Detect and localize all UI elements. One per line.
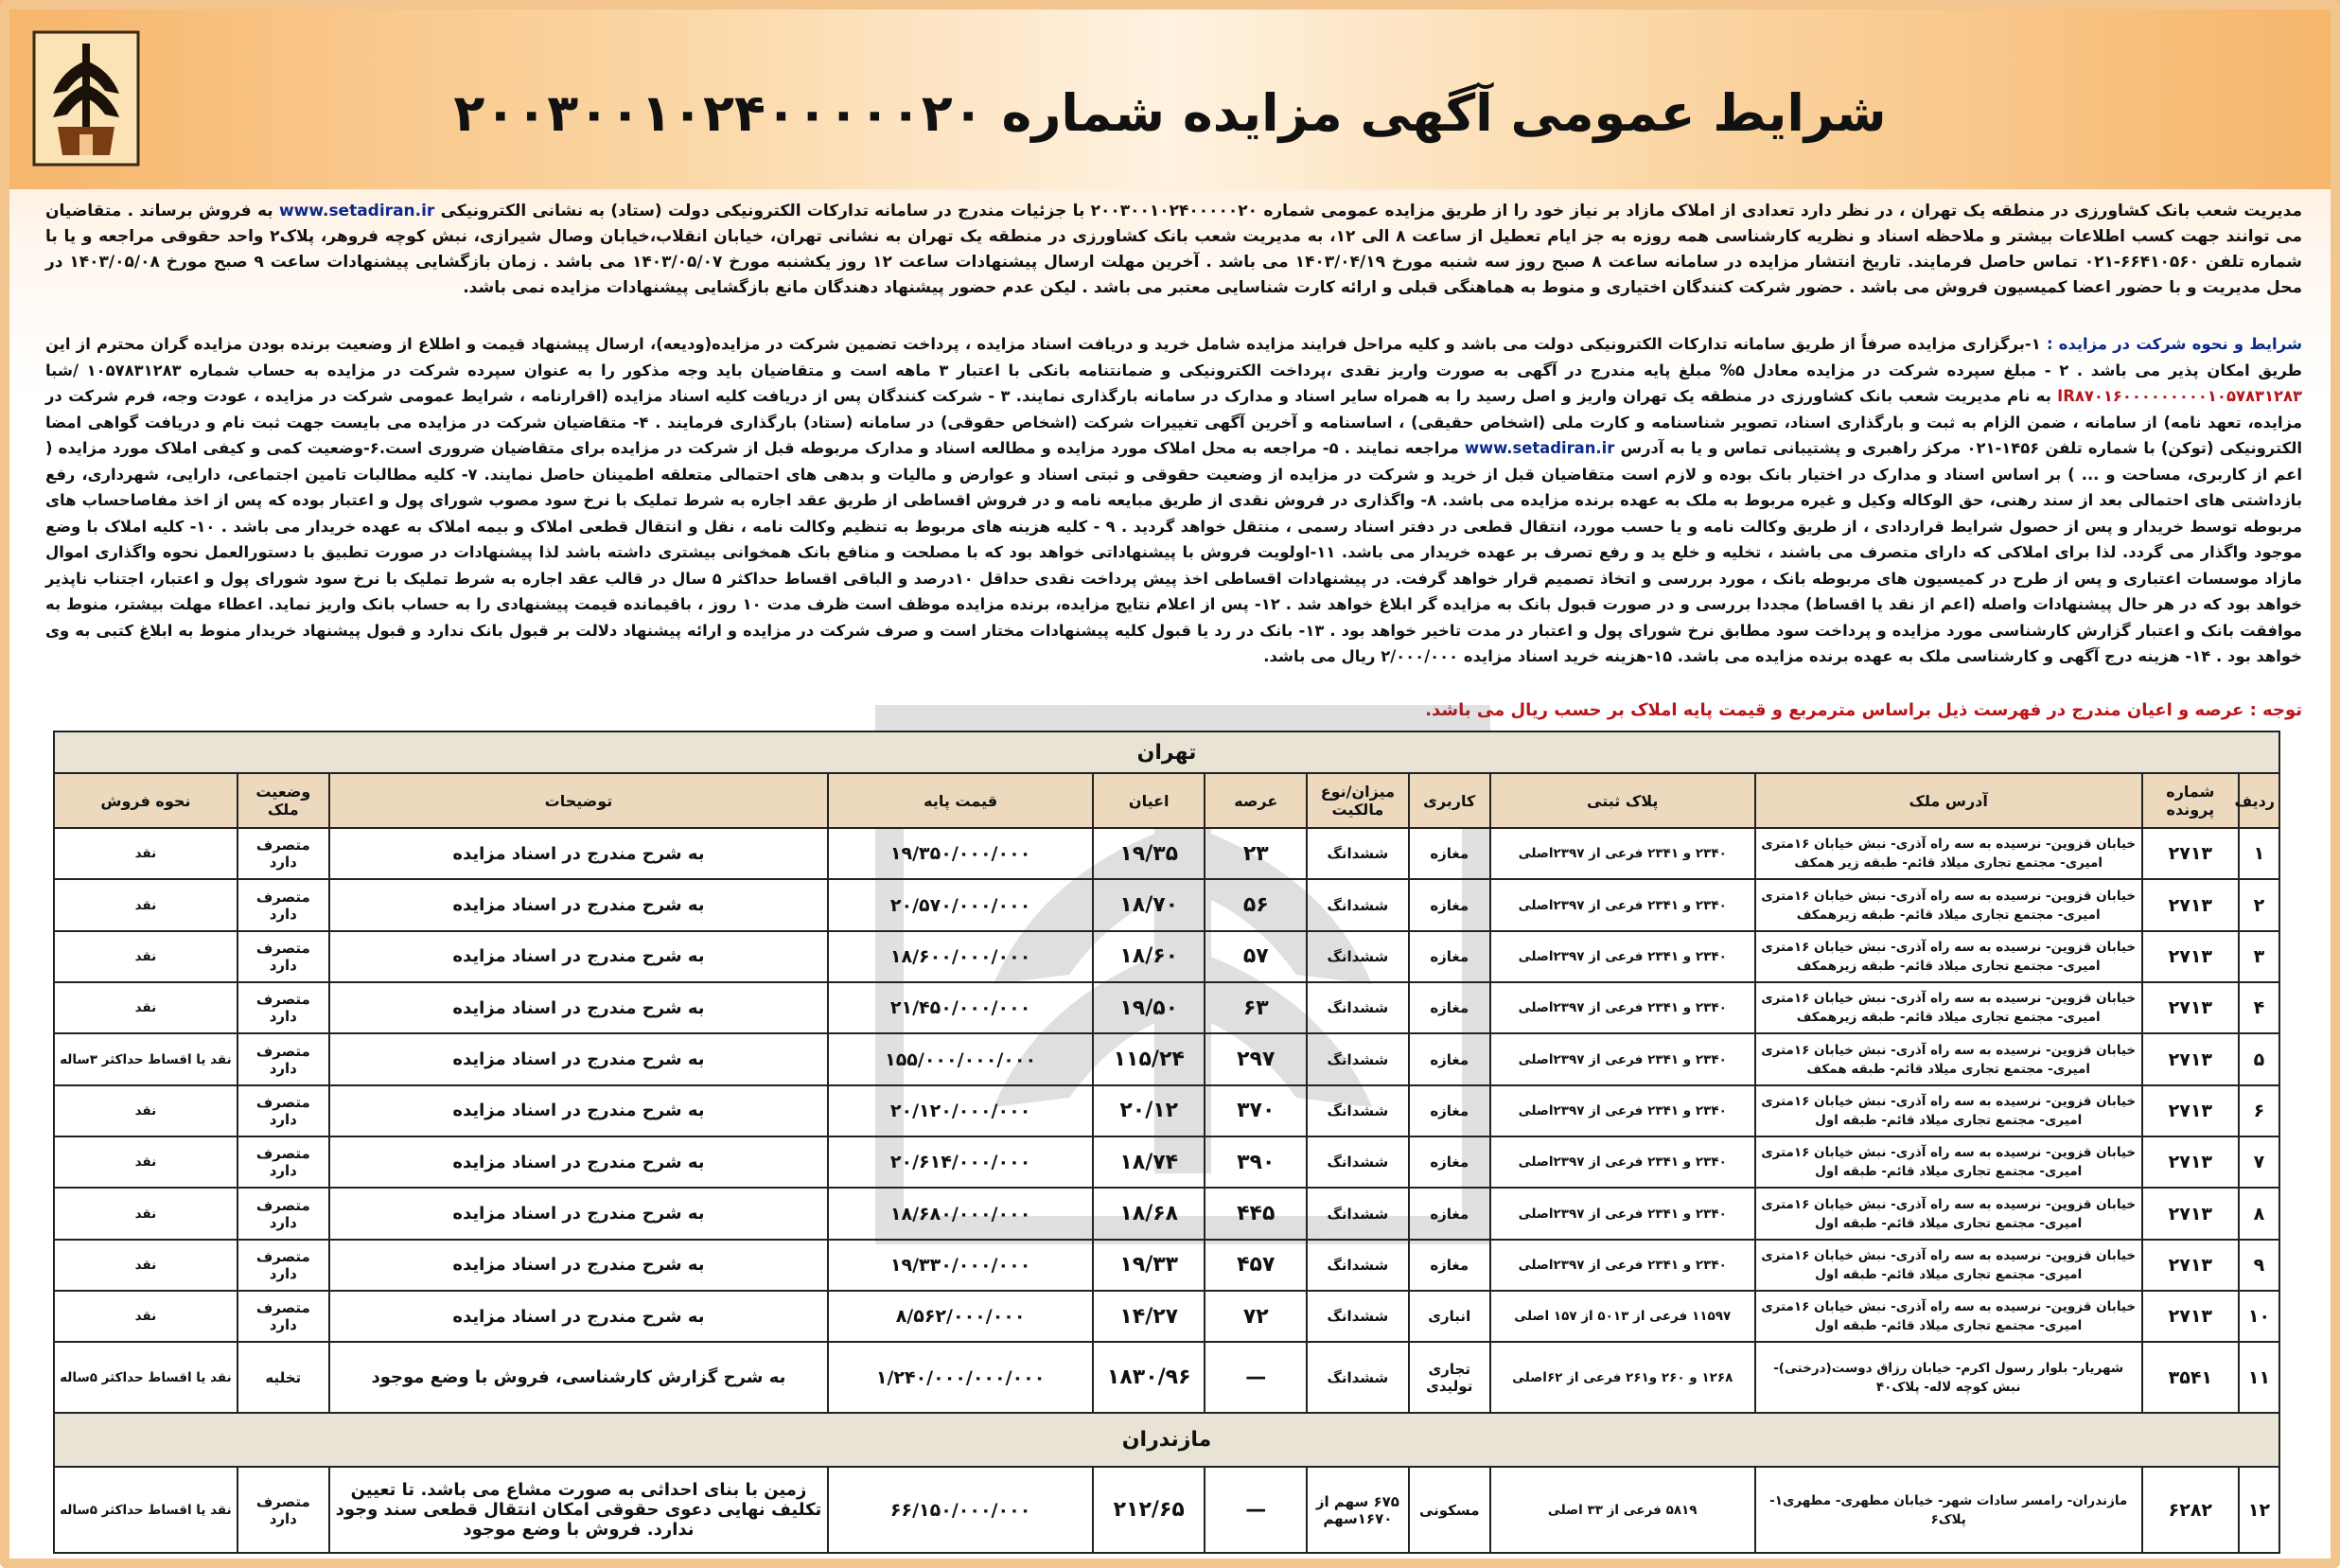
cell-file-number: ۲۷۱۳ [2142,1240,2239,1291]
conditions-text-3: مراجعه نمایند . ۵- مراجعه به محل املاک مورد مزایده و مطالعه اسناد و مدارک مربوطه قبل از شرکت در مزایده برای متقاضیان ضروری است.۶-وضعیت کمی و کیفی املاک مورد مزایده ( اعم از کاربری، مساحت و ... ) بر اساس اسناد و مدارک در اختیار بانک بوده و لازم است متقاضیان قبل از خرید و شرکت در مزایده از وضعیت حقوقی و ثبتی اسناد و عوارض و مالیات و بدهی های احتمالی متعلقه اطمینان حاصل نمایند. ۷- کلیه مطالبات تامین اجتماعی، دارایی، شهرداری، رفع بازداشتی های احتمالی بعد از سند رهنی، حق الوکاله وکیل و غیره مربوط به ملک به عهده برنده مزایده می باشد. ۸- واگذاری در فروش نقدی از طریق مبایعه نامه و در فروش اقساطی از طریق عقد اجاره به شرط تملیک با نرخ سود مصوب شورای پول و اعتبار بوده که پس از اخذ مفاصاحساب های مربوطه توسط خریدار و پس از حصول شرایط قراردادی ، از طریق وکالت نامه و یا حسب مورد، انتقال قطعی در دفتر اسناد رسمی ، منتقل خواهد گردید . ۹ - کلیه هزینه های مربوط به تنظیم وکالت نامه ، نقل و انتقال قطعی املاک و بیمه املاک به عهده خریدار می باشد . ۱۰- کلیه املاک با وضع موجود واگذار می گردد. لذا برای املاکی که دارای متصرف می باشند ، تخلیه و خلع ید و رفع تصرف بر عهده خریدار می باشد. ۱۱-اولویت فروش با پیشنهاداتی خواهد بود که با مصلحت و منافع بانک همخوانی بیشتری داشته باشد لذا پیشنهادات در صورت تطبیق با دستورالعمل نحوه واگذاری اموال مازاد موسسات اعتباری و پس از طرح در کمیسیون های مربوطه بانک ، مورد بررسی و اتخاذ تصمیم قرار خواهد گرفت. در پیشنهادات اقساطی اخذ پیش پرداخت نقدی حداقل ۱۰درصد و الباقی اقساط حداکثر ۵ سال در قالب عقد اجاره به شرط تملیک با نرخ سود شورای پول و اعتبار، اجتناب ناپذیر خواهد بود که در هر حال پیشنهادات واصله (اعم از نقد یا اقساط) مجددا بررسی و در صورت قبول بانک به مزایده گر ابلاغ خواهد شد . ۱۲- پس از اعلام نتایج مزایده، برنده مزایده موظف است ظرف مدت ۱۰ روز ، باقیمانده قیمت پیشنهادی را به حساب بانک واریز نماید. اعطاء مهلت بیشتر، منوط به موافقت بانک و اعتبار گزارش کارشناسی مورد مزایده و پرداخت سود مطابق نرخ شورای پول و اعتبار در مدت تاخیر خواهد بود . ۱۳- بانک در رد یا قبول کلیه پیشنهادات مختار است و صرف شرکت در مزایده و ارائه پیشنهاد دلالت بر قبول بانک ندارد و قبول پیشنهاد خریدار منوط به ابلاغ کتبی به وی خواهد بود . ۱۴- هزینه درج آگهی و کارشناسی ملک به عهده برنده مزایده می باشد. ۱۵-هزینه خرید اسناد مزایده ۲/۰۰۰/۰۰۰ ریال می باشد. [45,439,2303,665]
setadiran-link[interactable]: www.setadiran.ir [278,202,435,220]
cell-ownership: ششدانگ [1307,1291,1409,1342]
cell-ownership: ششدانگ [1307,1033,1409,1084]
cell-address: خیابان قزوین- نرسیده به سه راه آذری- نبش خیابان ۱۶متری امیری- مجتمع تجاری میلاد قائم- طبقه زیرهمکف [1755,982,2142,1033]
col-header-base-price: قیمت پایه [828,773,1093,828]
cell-ownership: ششدانگ [1307,931,1409,982]
cell-file-number: ۲۷۱۳ [2142,1085,2239,1136]
col-header-row-number: ردیف [2239,773,2279,828]
cell-file-number: ۳۵۴۱ [2142,1342,2239,1413]
cell-address: خیابان قزوین- نرسیده به سه راه آذری- نبش خیابان ۱۶متری امیری- مجتمع تجاری میلاد قائم- طبقه اول [1755,1085,2142,1136]
table-row [54,1188,2279,1239]
cell-base-price: ۱۹/۳۵۰/۰۰۰/۰۰۰ [828,828,1093,879]
cell-usage: تجاری تولیدی [1409,1342,1490,1413]
cell-file-number: ۶۲۸۲ [2142,1467,2239,1553]
cell-building-area: ۱۱۵/۲۴ [1093,1033,1205,1084]
cell-building-area: ۱۸/۷۴ [1093,1136,1205,1188]
cell-base-price: ۱/۲۴۰/۰۰۰/۰۰۰/۰۰۰ [828,1342,1093,1413]
table-row [54,931,2279,982]
conditions-text-1: ۱-برگزاری مزایده صرفاً از طریق سامانه تدارکات الکترونیکی دولت می باشد و کلیه مراحل فرایند مزایده شامل خرید و دریافت اسناد مزایده ، پرداخت تضمین شرکت در مزایده(ودیعه)، ارسال پیشنهاد قیمت و اطلاع از وضعیت برنده بودن مزایده گران محترم از این طریق امکان پذیر می باشد . ۲ - مبلغ سپرده شرکت در مزایده معادل ۵% مبلغ پایه مندرج در آگهی به صورت واریز نقدی ،پرداخت الکترونیکی و ضمانتنامه بانکی با اعتبار ۳ ماهه است و متقاضیان باید وجه مذکور را به عنوان سپرده شرکت در مزایده به حساب شماره ۱۰۵۷۸۳۱۲۸۳ /شبا [45,335,2302,379]
cell-building-area: ۱۸/۶۰ [1093,931,1205,982]
cell-row-number: ۱۰ [2239,1291,2279,1342]
cell-usage: مغازه [1409,982,1490,1033]
cell-usage: مغازه [1409,1033,1490,1084]
cell-usage: مغازه [1409,1136,1490,1188]
region-row-1 [54,1413,2279,1467]
cell-base-price: ۱۵۵/۰۰۰/۰۰۰/۰۰۰ [828,1033,1093,1084]
cell-usage: مغازه [1409,879,1490,930]
table-body [54,828,2279,1553]
cell-land-area: ۵۶ [1205,879,1307,930]
cell-ownership: ششدانگ [1307,879,1409,930]
col-header-land-area: عرصه [1205,773,1307,828]
cell-sale-method: نقد یا اقساط حداکثر ۵ساله [54,1342,238,1413]
cell-row-number: ۵ [2239,1033,2279,1084]
cell-file-number: ۲۷۱۳ [2142,982,2239,1033]
cell-property-status: متصرف دارد [238,1240,329,1291]
cell-description: به شرح مندرج در اسناد مزایده [329,931,828,982]
table-row [54,879,2279,930]
cell-registry-plate: ۲۳۴۰ و ۲۳۴۱ فرعی از ۲۳۹۷اصلی [1490,1240,1755,1291]
cell-description: به شرح گزارش کارشناسی، فروش با وضع موجود [329,1342,828,1413]
cell-registry-plate: ۲۳۴۰ و ۲۳۴۱ فرعی از ۲۳۹۷اصلی [1490,879,1755,930]
cell-sale-method: نقد [54,1136,238,1188]
cell-row-number: ۷ [2239,1136,2279,1188]
cell-property-status: متصرف دارد [238,828,329,879]
properties-table-wrapper [53,731,2280,1554]
cell-description: به شرح مندرج در اسناد مزایده [329,1085,828,1136]
cell-ownership: ششدانگ [1307,1136,1409,1188]
cell-land-area: ۴۵۷ [1205,1240,1307,1291]
table-row [54,1136,2279,1188]
cell-ownership: ششدانگ [1307,1188,1409,1239]
cell-address: خیابان قزوین- نرسیده به سه راه آذری- نبش خیابان ۱۶متری امیری- مجتمع تجاری میلاد قائم- طبقه اول [1755,1240,2142,1291]
cell-row-number: ۶ [2239,1085,2279,1136]
col-header-registry-plate: پلاک ثبتی [1490,773,1755,828]
cell-base-price: ۲۰/۶۱۴/۰۰۰/۰۰۰ [828,1136,1093,1188]
setadiran-link-2[interactable]: www.setadiran.ir [1464,439,1615,457]
cell-file-number: ۲۷۱۳ [2142,879,2239,930]
cell-file-number: ۲۷۱۳ [2142,1291,2239,1342]
col-header-usage: کاربری [1409,773,1490,828]
cell-property-status: متصرف دارد [238,1188,329,1239]
cell-sale-method: نقد [54,879,238,930]
cell-description: به شرح مندرج در اسناد مزایده [329,1240,828,1291]
cell-address: شهریار- بلوار رسول اکرم- خیابان رزاق دوست(درختی)- نبش کوچه لاله- پلاک۴۰ [1755,1342,2142,1413]
cell-land-area: ۳۹۰ [1205,1136,1307,1188]
properties-table [53,731,2280,1554]
cell-registry-plate: ۲۳۴۰ و ۲۳۴۱ فرعی از ۲۳۹۷اصلی [1490,982,1755,1033]
table-row [54,1240,2279,1291]
cell-usage: مغازه [1409,1085,1490,1136]
cell-address: خیابان قزوین- نرسیده به سه راه آذری- نبش خیابان ۱۶متری امیری- مجتمع تجاری میلاد قائم- طبقه اول [1755,1291,2142,1342]
cell-base-price: ۲۱/۴۵۰/۰۰۰/۰۰۰ [828,982,1093,1033]
cell-registry-plate: ۲۳۴۰ و ۲۳۴۱ فرعی از ۲۳۹۷اصلی [1490,1136,1755,1188]
cell-sale-method: نقد [54,982,238,1033]
cell-usage: انباری [1409,1291,1490,1342]
cell-row-number: ۴ [2239,982,2279,1033]
cell-base-price: ۲۰/۵۷۰/۰۰۰/۰۰۰ [828,879,1093,930]
col-header-description: توضیحات [329,773,828,828]
cell-address: خیابان قزوین- نرسیده به سه راه آذری- نبش خیابان ۱۶متری امیری- مجتمع تجاری میلاد قائم- طبقه همکف [1755,1033,2142,1084]
cell-description: به شرح مندرج در اسناد مزایده [329,828,828,879]
cell-property-status: متصرف دارد [238,1467,329,1553]
sheba-number: IR۸۷۰۱۶۰۰۰۰۰۰۰۰۰۱۰۵۷۸۳۱۲۸۳ [2057,387,2302,405]
intro-text-1: مدیریت شعب بانک کشاورزی در منطقه یک تهران ، در نظر دارد تعدادی از املاک مازاد بر نیاز خود را از طریق مزایده عمومی شماره ۲۰۰۳۰۰۱۰۲۴۰۰۰۰۰۲۰ با جزئیات مندرج در سامانه تدارکات الکترونیکی دولت (ستاد) به نشانی الکترونیکی [440,202,2303,220]
col-header-address: آدرس ملک [1755,773,2142,828]
cell-land-area: ۵۷ [1205,931,1307,982]
cell-usage: مغازه [1409,1240,1490,1291]
cell-sale-method: نقد [54,1188,238,1239]
cell-property-status: تخلیه [238,1342,329,1413]
intro-text-2: به فروش برساند . متقاضیان می توانند جهت کسب اطلاعات بیشتر و ملاحظه اسناد و نظریه کارشناسی همه روزه به جز ایام تعطیل از ساعت ۸ الی ۱۲، به مدیریت شعب بانک کشاورزی در منطقه یک تهران به نشانی تهران، خیابان انقلاب،خیابان وصال شیرازی، نبش کوچه فروهر، پلاک۲ واحد حقوقی مراجعه و یا با شماره تلفن ۶۶۴۱۰۵۶۰-۰۲۱ تماس حاصل فرمایند. تاریخ انتشار مزایده در سامانه ساعت ۸ صبح روز سه شنبه مورخ ۱۴۰۳/۰۴/۱۹ می باشد . آخرین مهلت ارسال پیشنهادات ساعت ۱۲ روز یکشنبه مورخ ۱۴۰۳/۰۵/۰۷ می باشد . زمان بازگشایی پیشنهادات ساعت ۹ صبح مورخ ۱۴۰۳/۰۵/۰۸ در محل مدیریت و با حضور اعضا کمیسیون فروش می باشد . حضور شرکت کنندگان اختیاری و منوط به هماهنگی قبلی و ارائه کارت شناسایی معتبر می باشد . لیکن عدم حضور پیشنهاد دهندگان مانع بازگشایی پیشنهادات مزایده نمی باشد. [45,202,2302,297]
col-header-property-status: وضعیت ملک [238,773,329,828]
cell-registry-plate: ۵۸۱۹ فرعی از ۳۳ اصلی [1490,1467,1755,1553]
cell-property-status: متصرف دارد [238,982,329,1033]
cell-registry-plate: ۲۳۴۰ و ۲۳۴۱ فرعی از ۲۳۹۷اصلی [1490,1085,1755,1136]
cell-description: زمین با بنای احداثی به صورت مشاع می باشد. تا تعیین تکلیف نهایی دعوی حقوقی امکان انتقال قطعی سند وجود ندارد. فروش با وضع موجود [329,1467,828,1553]
cell-ownership: ششدانگ [1307,1085,1409,1136]
cell-usage: مغازه [1409,1188,1490,1239]
bank-keshavarzi-logo-icon [25,23,148,174]
table-row [54,982,2279,1033]
cell-building-area: ۱۴/۲۷ [1093,1291,1205,1342]
notice-line: توجه : عرصه و اعیان مندرج در فهرست ذیل براساس مترمربع و قیمت پایه املاک بر حسب ریال می باشد. [1425,700,2302,720]
cell-building-area: ۱۹/۵۰ [1093,982,1205,1033]
cell-ownership: ۶۷۵ سهم از ۱۶۷۰سهم [1307,1467,1409,1553]
region-row-tehran [54,731,2279,773]
cell-address: خیابان قزوین- نرسیده به سه راه آذری- نبش خیابان ۱۶متری امیری- مجتمع تجاری میلاد قائم- طبقه زیر همکف [1755,828,2142,879]
cell-registry-plate: ۲۳۴۰ و ۲۳۴۱ فرعی از ۲۳۹۷اصلی [1490,1188,1755,1239]
region-name: تهران [54,731,2279,773]
cell-description: به شرح مندرج در اسناد مزایده [329,1033,828,1084]
cell-base-price: ۸/۵۶۲/۰۰۰/۰۰۰ [828,1291,1093,1342]
cell-property-status: متصرف دارد [238,879,329,930]
cell-land-area: ۲۳ [1205,828,1307,879]
cell-registry-plate: ۲۳۴۰ و ۲۳۴۱ فرعی از ۲۳۹۷اصلی [1490,828,1755,879]
cell-address: خیابان قزوین- نرسیده به سه راه آذری- نبش خیابان ۱۶متری امیری- مجتمع تجاری میلاد قائم- طبقه زیرهمکف [1755,931,2142,982]
table-row [54,1342,2279,1413]
conditions-paragraph [45,331,2302,700]
cell-registry-plate: ۲۳۴۰ و ۲۳۴۱ فرعی از ۲۳۹۷اصلی [1490,1033,1755,1084]
cell-sale-method: نقد [54,1085,238,1136]
cell-registry-plate: ۲۳۴۰ و ۲۳۴۱ فرعی از ۲۳۹۷اصلی [1490,931,1755,982]
cell-building-area: ۲۰/۱۲ [1093,1085,1205,1136]
region-name: مازندران [54,1413,2279,1467]
cell-land-area: — [1205,1467,1307,1553]
bank-logo [25,23,148,174]
cell-building-area: ۱۸۳۰/۹۶ [1093,1342,1205,1413]
cell-building-area: ۱۸/۶۸ [1093,1188,1205,1239]
cell-land-area: ۲۹۷ [1205,1033,1307,1084]
cell-file-number: ۲۷۱۳ [2142,1136,2239,1188]
cell-land-area: ۴۴۵ [1205,1188,1307,1239]
cell-sale-method: نقد یا اقساط حداکثر ۵ساله [54,1467,238,1553]
cell-row-number: ۱۱ [2239,1342,2279,1413]
col-header-ownership: میزان/نوع مالکیت [1307,773,1409,828]
cell-usage: مسکونی [1409,1467,1490,1553]
cell-row-number: ۳ [2239,931,2279,982]
cell-sale-method: نقد [54,828,238,879]
cell-usage: مغازه [1409,931,1490,982]
cell-registry-plate: ۱۲۶۸ و ۲۶۰ و۲۶۱ فرعی از ۶۲اصلی [1490,1342,1755,1413]
cell-row-number: ۱ [2239,828,2279,879]
cell-address: خیابان قزوین- نرسیده به سه راه آذری- نبش خیابان ۱۶متری امیری- مجتمع تجاری میلاد قائم- طبقه زیرهمکف [1755,879,2142,930]
col-header-building-area: اعیان [1093,773,1205,828]
col-header-file-number: شماره پرونده [2142,773,2239,828]
col-header-sale-method: نحوه فروش [54,773,238,828]
cell-property-status: متصرف دارد [238,1085,329,1136]
cell-building-area: ۱۹/۳۵ [1093,828,1205,879]
cell-land-area: ۶۳ [1205,982,1307,1033]
cell-registry-plate: ۱۱۵۹۷ فرعی از ۵۰۱۳ از ۱۵۷ اصلی [1490,1291,1755,1342]
cell-sale-method: نقد [54,1240,238,1291]
cell-address: مازندران- رامسر سادات شهر- خیابان مطهری- مطهری۱- پلاک۶ [1755,1467,2142,1553]
cell-ownership: ششدانگ [1307,1240,1409,1291]
intro-paragraph [45,199,2302,331]
cell-description: به شرح مندرج در اسناد مزایده [329,1136,828,1188]
table-row [54,1291,2279,1342]
cell-file-number: ۲۷۱۳ [2142,1033,2239,1084]
cell-ownership: ششدانگ [1307,982,1409,1033]
cell-property-status: متصرف دارد [238,1291,329,1342]
table-row [54,1033,2279,1084]
cell-address: خیابان قزوین- نرسیده به سه راه آذری- نبش خیابان ۱۶متری امیری- مجتمع تجاری میلاد قائم- طبقه اول [1755,1136,2142,1188]
cell-ownership: ششدانگ [1307,1342,1409,1413]
cell-address: خیابان قزوین- نرسیده به سه راه آذری- نبش خیابان ۱۶متری امیری- مجتمع تجاری میلاد قائم- طبقه اول [1755,1188,2142,1239]
cell-building-area: ۱۸/۷۰ [1093,879,1205,930]
cell-description: به شرح مندرج در اسناد مزایده [329,1188,828,1239]
cell-land-area: — [1205,1342,1307,1413]
cell-building-area: ۱۹/۳۳ [1093,1240,1205,1291]
table-header-row [54,773,2279,828]
cell-ownership: ششدانگ [1307,828,1409,879]
cell-property-status: متصرف دارد [238,1136,329,1188]
cell-building-area: ۲۱۲/۶۵ [1093,1467,1205,1553]
cell-sale-method: نقد [54,1291,238,1342]
cell-base-price: ۲۰/۱۲۰/۰۰۰/۰۰۰ [828,1085,1093,1136]
cell-file-number: ۲۷۱۳ [2142,931,2239,982]
conditions-heading: شرایط و نحوه شرکت در مزایده : [2046,335,2302,353]
table-row [54,1085,2279,1136]
cell-base-price: ۱۸/۶۰۰/۰۰۰/۰۰۰ [828,931,1093,982]
cell-row-number: ۹ [2239,1240,2279,1291]
cell-sale-method: نقد یا اقساط حداکثر ۳ساله [54,1033,238,1084]
cell-row-number: ۱۲ [2239,1467,2279,1553]
table-row [54,1467,2279,1553]
cell-usage: مغازه [1409,828,1490,879]
cell-land-area: ۳۷۰ [1205,1085,1307,1136]
table-row [54,828,2279,879]
cell-base-price: ۶۶/۱۵۰/۰۰۰/۰۰۰ [828,1467,1093,1553]
cell-land-area: ۷۲ [1205,1291,1307,1342]
cell-row-number: ۲ [2239,879,2279,930]
cell-base-price: ۱۸/۶۸۰/۰۰۰/۰۰۰ [828,1188,1093,1239]
cell-file-number: ۲۷۱۳ [2142,1188,2239,1239]
cell-description: به شرح مندرج در اسناد مزایده [329,879,828,930]
cell-property-status: متصرف دارد [238,931,329,982]
cell-property-status: متصرف دارد [238,1033,329,1084]
conditions-text-2: به نام مدیریت شعب بانک کشاورزی در منطقه یک تهران واریز و اصل رسید را به همراه سایر اسناد و مدارک در سامانه بارگذاری نمایند. ۳ - شرکت کنندگان پس از دریافت کلیه اسناد مزایده (اقرارنامه ، شرایط عمومی شرکت در مزایده ، عودت وجه، فرم شرکت در مزایده، تعهد نامه) از سامانه ، ضمن الزام به ثبت و بارگذاری اسناد، تصویر شناسنامه و کارت ملی (اشخاص حقیقی) ، اساسنامه و آخرین آگهی تغییرات شرکت (اشخاص حقوقی) در سامانه (ستاد) بارگذاری فرمایند . ۴- متقاضیان شرکت در مزایده می بایست جهت ثبت نام و دریافت گواهی امضا الکترونیکی (توکن) با شماره تلفن ۱۴۵۶-۰۲۱ مرکز راهبری و پشتیبانی تماس و یا به آدرس [45,387,2302,457]
page-title: شرایط عمومی آگهی مزایده شماره ۲۰۰۳۰۰۱۰۲۴۰۰۰۰۰۲۰ [453,83,1887,143]
cell-base-price: ۱۹/۳۳۰/۰۰۰/۰۰۰ [828,1240,1093,1291]
cell-description: به شرح مندرج در اسناد مزایده [329,1291,828,1342]
cell-file-number: ۲۷۱۳ [2142,828,2239,879]
cell-row-number: ۸ [2239,1188,2279,1239]
cell-description: به شرح مندرج در اسناد مزایده [329,982,828,1033]
cell-sale-method: نقد [54,931,238,982]
